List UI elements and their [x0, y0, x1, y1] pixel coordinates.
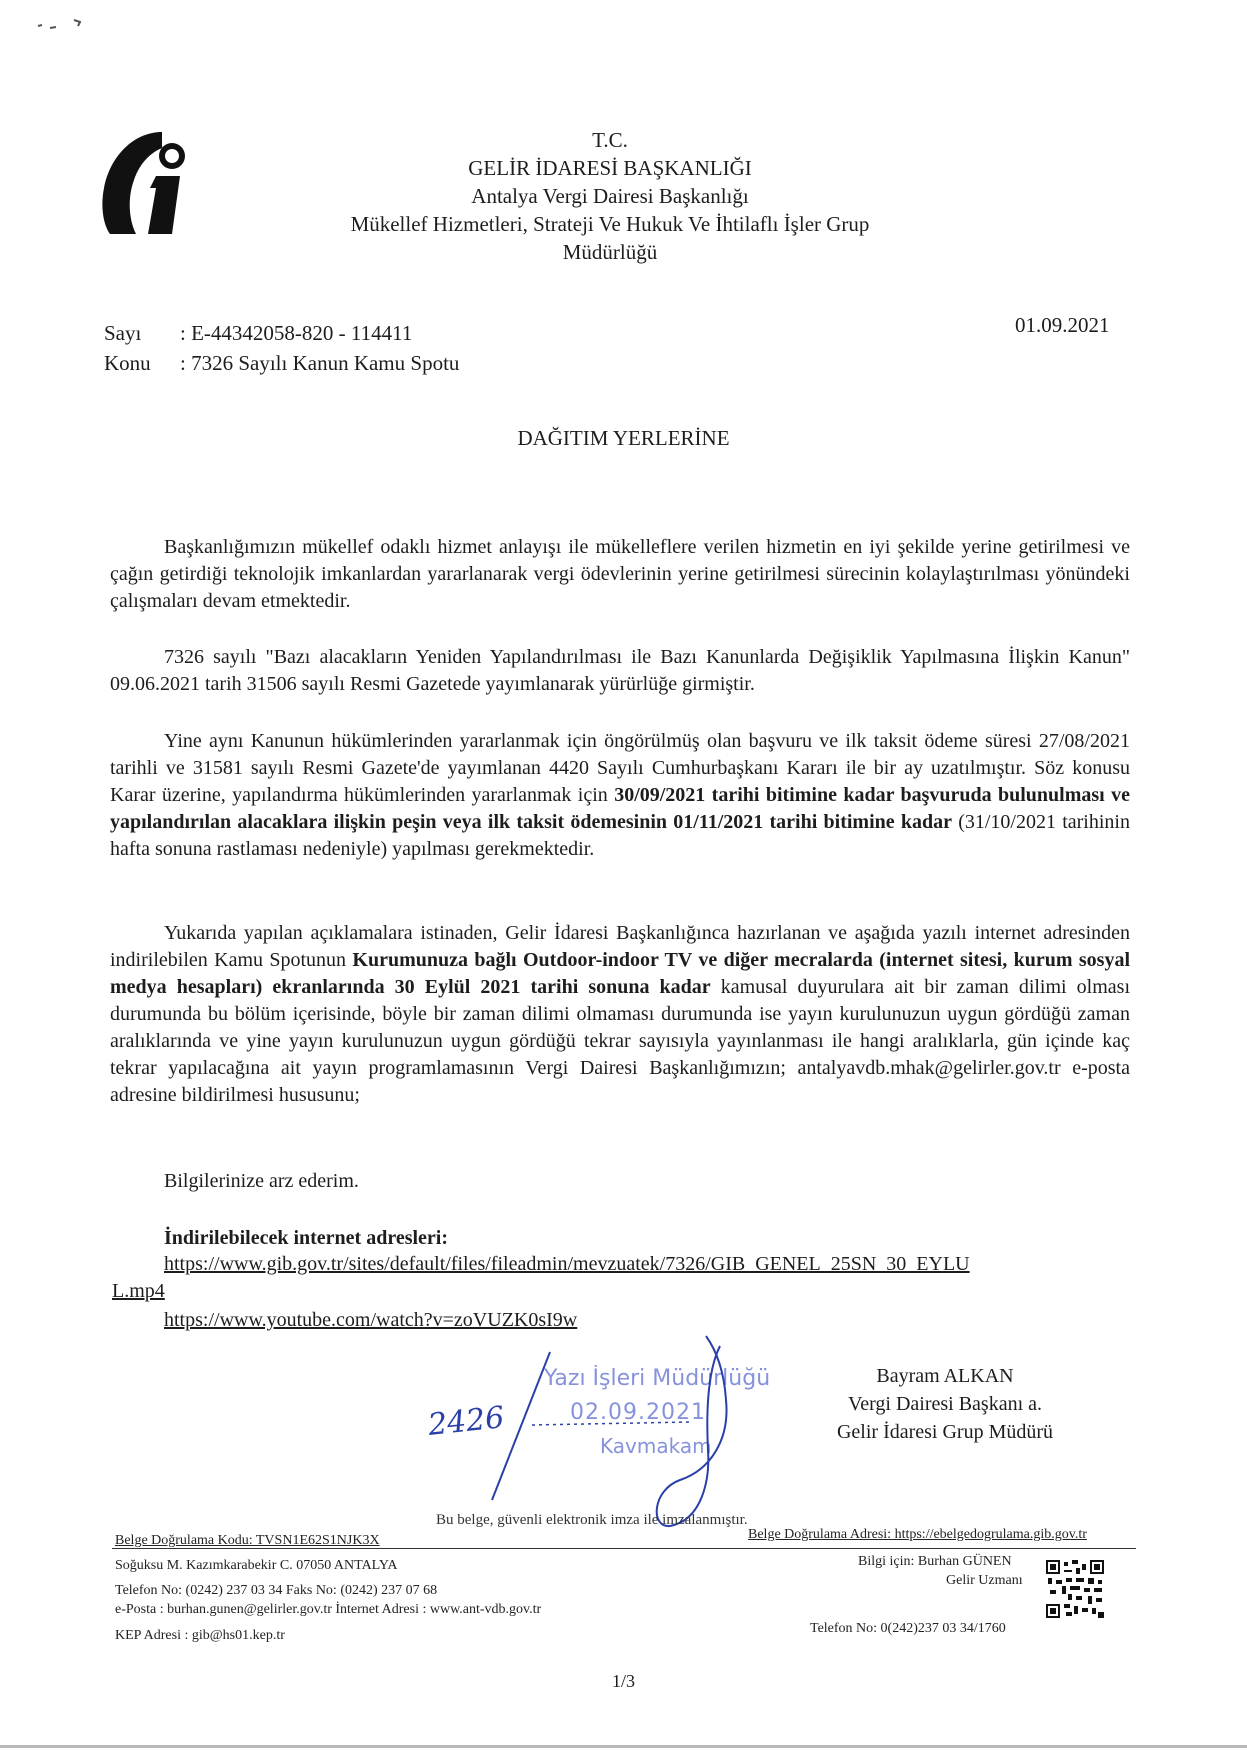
footer-email-web: e-Posta : burhan.gunen@gelirler.gov.tr İnternet Adresi : www.ant-vdb.gov.tr	[115, 1602, 542, 1617]
signatory-title-1: Vergi Dairesi Başkanı a.	[847, 1393, 1043, 1415]
document-date: 01.09.2021	[1015, 313, 1110, 337]
header-tc: T.C.	[592, 128, 628, 152]
paragraph-3-bold: 30/09/2021 tarihi bitimine kadar başvuruda bulunulması ve yapılandırılan alacaklara ilişkin peşin veya ilk taksit ödemesinin 01/11/2021 tarihi bitimine kadar	[110, 784, 1130, 833]
header-gib: GELİR İDARESİ BAŞKANLIĞI	[468, 156, 752, 180]
footer-phone-fax: Telefon No: (0242) 237 03 34 Faks No: (0242) 237 07 68	[115, 1583, 438, 1598]
footer-verify-address[interactable]: Belge Doğrulama Adresi: https://ebelgedogrulama.gib.gov.tr	[748, 1527, 1087, 1542]
stamp-location: Kavmakam	[600, 1434, 712, 1458]
paragraph-3-tail: (31/10/2021 tarihinin hafta sonuna rastlaması nedeniyle) yapılması gerekmektedir.	[110, 811, 1130, 860]
paragraph-4-bold: Kurumunuza bağlı Outdoor-indoor TV ve diğer mecralarda (internet sitesi, kurum sosyal medya hesapları) ekranlarında 30 Eylül 2021 tarihi sonuna kadar	[110, 949, 1131, 998]
signatory-name: Bayram ALKAN	[876, 1365, 1014, 1387]
footer-kep: KEP Adresi : gib@hs01.kep.tr	[115, 1628, 285, 1643]
paragraph-4-tail: kamusal duyurulara ait bir zaman dilimi olması durumunda bu bölüm içerisinde, böyle bir zaman dilimi olmaması durumunda ise yayın kurulunuzun uygun gördüğü zaman aralıklarında ve yine yayın kurulunuzun uygun gördüğü tekrar sayısıyla yayınlanması ile hangi aralıklarla, gün içinde kaç tekrar yapılacağına ait yayın programlamasının Vergi Dairesi Başkanlığımızın; antalyavdb.mhak@gelirler.gov.tr e-posta adresine bildirilmesi hususunu;	[110, 976, 1131, 1106]
header-department: Mükellef Hizmetleri, Strateji Ve Hukuk Ve İhtilaflı İşler Grup	[350, 212, 870, 236]
downloads-title: İndirilebilecek internet adresleri:	[164, 1227, 449, 1249]
header-antalya: Antalya Vergi Dairesi Başkanlığı	[471, 184, 749, 208]
paragraph-3-text: Yine aynı Kanunun hükümlerinden yararlanmak için öngörülmüş olan başvuru ve ilk taksit ödeme süresi 27/08/2021 tarihli ve 31581 sayılı Resmi Gazete'de yayımlanan 4420 Sayılı Cumhurbaşkanı Kararı ile bir ay uzatılmıştır. Söz konusu Karar üzerine, yapılandırma hükümlerinden yararlanmak için	[110, 730, 1130, 806]
footer-info-name: Bilgi için: Burhan GÜNEN	[858, 1554, 1012, 1569]
stamp-date: 02.09.2021	[570, 1400, 706, 1425]
paragraph-2: 7326 sayılı "Bazı alacakların Yeniden Yapılandırılması ile Bazı Kanunlarda Değişiklik Yapılmasına İlişkin Kanun" 09.06.2021 tarih 31506 sayılı Resmi Gazetede yayımlanarak yürürlüğe girmiştir.	[110, 646, 1130, 695]
sayi-value: : E-44342058-820 - 114411	[180, 321, 413, 345]
paragraph-4	[110, 920, 1130, 1109]
footer-divider	[112, 1548, 1136, 1549]
footer-address: Soğuksu M. Kazımkarabekir C. 07050 ANTALYA	[115, 1558, 398, 1573]
gib-logo-icon	[100, 126, 190, 236]
footer-info-title: Gelir Uzmanı	[946, 1573, 1023, 1588]
addressee: DAĞITIM YERLERİNE	[517, 426, 730, 450]
page-number: 1/3	[611, 1671, 635, 1691]
konu-label: Konu	[104, 351, 151, 375]
handwritten-number: 2426	[426, 1400, 506, 1443]
download-link-2[interactable]: https://www.youtube.com/watch?v=zoVUZK0sI9w	[164, 1309, 578, 1331]
qr-code-icon	[1046, 1560, 1104, 1618]
esign-note: Bu belge, güvenli elektronik imza ile imzalanmıştır.	[436, 1512, 748, 1528]
konu-value: : 7326 Sayılı Kanun Kamu Spotu	[180, 351, 460, 375]
closing-text: Bilgilerinize arz ederim.	[164, 1170, 359, 1192]
scan-mark-icon	[34, 12, 94, 42]
institution-header	[250, 126, 970, 266]
paragraph-3	[110, 728, 1130, 863]
download-link-1-continued[interactable]: L.mp4	[112, 1280, 165, 1302]
download-link-1[interactable]: https://www.gib.gov.tr/sites/default/files/fileadmin/mevzuatek/7326/GIB_GENEL_25SN_30_EYLU	[164, 1253, 970, 1275]
scan-edge	[0, 1745, 1247, 1748]
paragraph-1: Başkanlığımızın mükellef odaklı hizmet anlayışı ile mükelleflere verilen hizmetin en iyi şekilde yerine getirilmesi ve çağın getirdiği teknolojik imkanlardan yararlanarak vergi ödevlerinin yerine getirilmesi sürecinin kolaylaştırılması yönündeki çalışmaları devam etmektedir.	[110, 536, 1130, 612]
document-meta	[104, 318, 459, 378]
signatory-title-2: Gelir İdaresi Grup Müdürü	[836, 1421, 1054, 1443]
footer-info-phone: Telefon No: 0(242)237 03 34/1760	[810, 1621, 1006, 1636]
signature-block	[795, 1362, 1095, 1446]
sayi-label: Sayı	[104, 321, 142, 345]
header-department-2: Müdürlüğü	[562, 240, 658, 264]
paragraph-4-text: Yukarıda yapılan açıklamalara istinaden, Gelir İdaresi Başkanlığınca hazırlanan ve aşağıda yazılı internet adresinden indirilebilen Kamu Spotunun	[110, 922, 1130, 971]
handwritten-signature-icon	[480, 1330, 770, 1530]
stamp-office: Yazı İşleri Müdürlüğü	[544, 1366, 771, 1391]
footer-verify-code: Belge Doğrulama Kodu: TVSN1E62S1NJK3X	[115, 1533, 380, 1548]
